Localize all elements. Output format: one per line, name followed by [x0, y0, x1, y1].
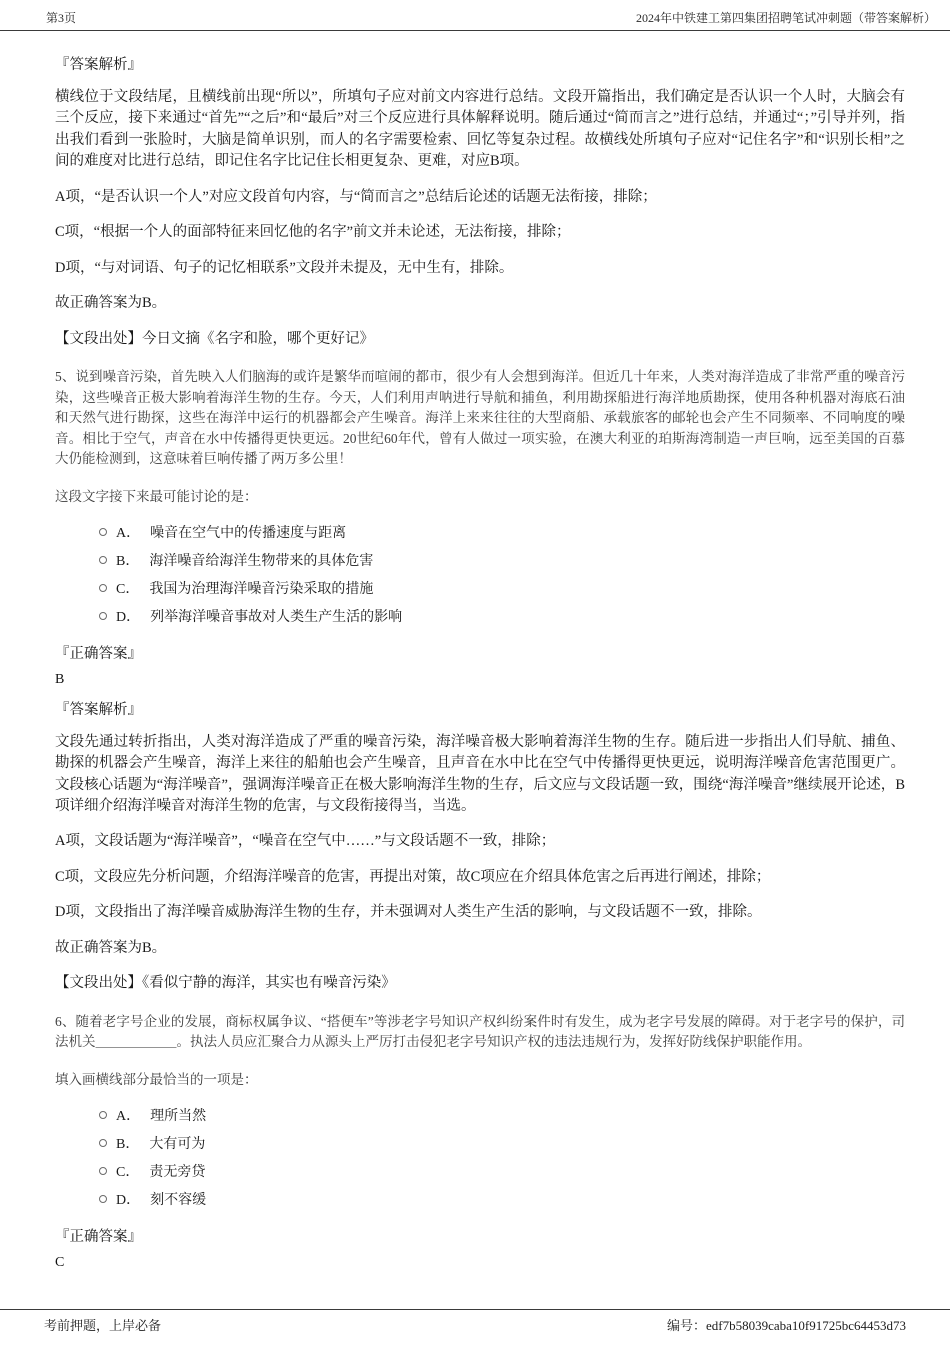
section-label: 『正确答案』 [55, 645, 142, 662]
option-row[interactable] [99, 606, 905, 626]
radio-button-icon[interactable] [99, 528, 107, 536]
option-row[interactable] [99, 1133, 905, 1153]
analysis-paragraph: 故正确答案为B。 [55, 295, 167, 312]
option-row[interactable] [99, 1189, 905, 1209]
option-text: 我国为治理海洋噪音污染采取的措施 [149, 581, 374, 597]
option-letter: C． [116, 581, 140, 597]
document-body [55, 31, 905, 1281]
option-text: 刻不容缓 [150, 1192, 207, 1208]
page-header [0, 0, 950, 31]
option-letter: C． [116, 1164, 140, 1180]
analysis-paragraph: 文段先通过转折指出，人类对海洋造成了严重的噪音污染，海洋噪音极大影响着海洋生物的生存。随后进一步指出人们导航、捕鱼、勘探的机器会产生噪音，海洋上来往的船舶也会产生噪音，且声音在水中比在空气中传播得更快更远，说明海洋噪音危害范围更广。文段核心话题为“海洋噪音”，强调海洋噪音正在极大影响海洋生物的生存，后文应与文段话题一致，围绕“海洋噪音”继续展开论述，B项详细介绍海洋噪音对海洋生物的危害，与文段衔接得当，当选。 [55, 733, 905, 815]
question-text: 5、说到噪音污染，首先映入人们脑海的或许是繁华而喧闹的都市，很少有人会想到海洋。但近几十年来，人类对海洋造成了非常严重的噪音污染，这些噪音正极大影响着海洋生物的生存。今天，人们利用声呐进行导航和捕鱼，利用勘探船进行海洋地质勘探，使用各种机器对海底石油和天然气进行勘探，这些在海洋中运行的机器都会产生噪音。海洋上来来往往的大型商船、承载旅客的邮轮也会产生不同频率、不同响度的噪音。相比于空气，声音在水中传播得更快更远。20世纪60年代，曾有人做过一项实验，在澳大利亚的珀斯海湾制造一声巨响，远至美国的百慕大仍能检测到，这意味着巨响传播了两万多公里！ [55, 369, 905, 467]
footer-serial-number: 编号：edf7b58039caba10f91725bc64453d73 [666, 1318, 906, 1333]
document-title: 2024年中铁建工第四集团招聘笔试冲刺题（带答案解析） [635, 11, 936, 25]
option-group [99, 1105, 905, 1209]
option-letter: A． [116, 525, 141, 541]
source-note: 【文段出处】《看似宁静的海洋，其实也有噪音污染》 [55, 975, 396, 992]
option-row[interactable] [99, 550, 905, 570]
option-text: 大有可为 [149, 1136, 206, 1152]
analysis-paragraph: 故正确答案为B。 [55, 939, 167, 956]
question-prompt: 这段文字接下来最可能讨论的是： [55, 488, 258, 504]
radio-button-icon[interactable] [99, 1167, 107, 1175]
radio-button-icon[interactable] [99, 556, 107, 564]
answer-value: C [55, 1254, 65, 1270]
option-letter: D． [116, 1192, 141, 1208]
question-prompt: 填入画横线部分最恰当的一项是： [55, 1071, 258, 1087]
option-row[interactable] [99, 1105, 905, 1125]
option-letter: A． [116, 1108, 141, 1124]
section-label: 『正确答案』 [55, 1228, 142, 1245]
option-text: 责无旁贷 [149, 1164, 206, 1180]
question-text: 6、随着老字号企业的发展，商标权属争议、“搭便车”等涉老字号知识产权纠纷案件时有发生，成为老字号发展的障碍。对于老字号的保护，司法机关＿＿＿＿＿＿。执法人员应汇聚合力从源头上严厉打击侵犯老字号知识产权的违法违规行为，发挥好防线保护职能作用。 [55, 1013, 905, 1050]
radio-button-icon[interactable] [99, 1111, 107, 1119]
radio-button-icon[interactable] [99, 612, 107, 620]
option-text: 海洋噪音给海洋生物带来的具体危害 [149, 553, 374, 569]
page-footer [0, 1309, 950, 1345]
option-text: 列举海洋噪音事故对人类生产生活的影响 [150, 609, 403, 625]
answer-value: B [55, 671, 65, 687]
page-number: 第3页 [46, 11, 77, 25]
section-label: 『答案解析』 [55, 701, 142, 718]
option-letter: D． [116, 609, 141, 625]
option-row[interactable] [99, 1161, 905, 1181]
option-text: 理所当然 [150, 1108, 207, 1124]
option-letter: B． [116, 1136, 140, 1152]
analysis-paragraph: A项，“是否认识一个人”对应文段首句内容，与“简而言之”总结后论述的话题无法衔接，排除； [55, 188, 657, 205]
source-note: 【文段出处】今日文摘《名字和脸，哪个更好记》 [55, 330, 374, 347]
analysis-paragraph: A项，文段话题为“海洋噪音”，“噪音在空气中……”与文段话题不一致，排除； [55, 833, 556, 850]
option-letter: B． [116, 553, 140, 569]
analysis-paragraph: 横线位于文段结尾，且横线前出现“所以”，所填句子应对前文内容进行总结。文段开篇指出，我们确定是否认识一个人时，大脑会有三个反应，接下来通过“首先”“之后”和“最后”对三个反应进行具体解释说明。随后通过“简而言之”进行总结，并通过“；”引导并列，指出我们看到一张脸时，大脑是简单识别，而人的名字需要检索、回忆等复杂过程。故横线处所填句子应对“记住名字”和“识别长相”之间的难度对比进行总结，即记住名字比记住长相更复杂、更难，对应B项。 [55, 89, 905, 170]
option-row[interactable] [99, 578, 905, 598]
radio-button-icon[interactable] [99, 584, 107, 592]
analysis-paragraph: D项，“与对词语、句子的记忆相联系”文段并未提及，无中生有，排除。 [55, 259, 514, 276]
option-group [99, 522, 905, 626]
section-label: 『答案解析』 [55, 57, 142, 73]
analysis-paragraph: C项，“根据一个人的面部特征来回忆他的名字”前文并未论述，无法衔接，排除； [55, 224, 571, 241]
analysis-paragraph: C项，文段应先分析问题，介绍海洋噪音的危害，再提出对策，故C项应在介绍具体危害之后再进行阐述，排除； [55, 868, 771, 885]
option-row[interactable] [99, 522, 905, 542]
analysis-paragraph: D项，文段指出了海洋噪音威胁海洋生物的生存，并未强调对人类生产生活的影响，与文段话题不一致，排除。 [55, 904, 762, 921]
option-text: 噪音在空气中的传播速度与距离 [150, 525, 347, 541]
radio-button-icon[interactable] [99, 1195, 107, 1203]
radio-button-icon[interactable] [99, 1139, 107, 1147]
footer-slogan: 考前押题，上岸必备 [44, 1318, 162, 1333]
